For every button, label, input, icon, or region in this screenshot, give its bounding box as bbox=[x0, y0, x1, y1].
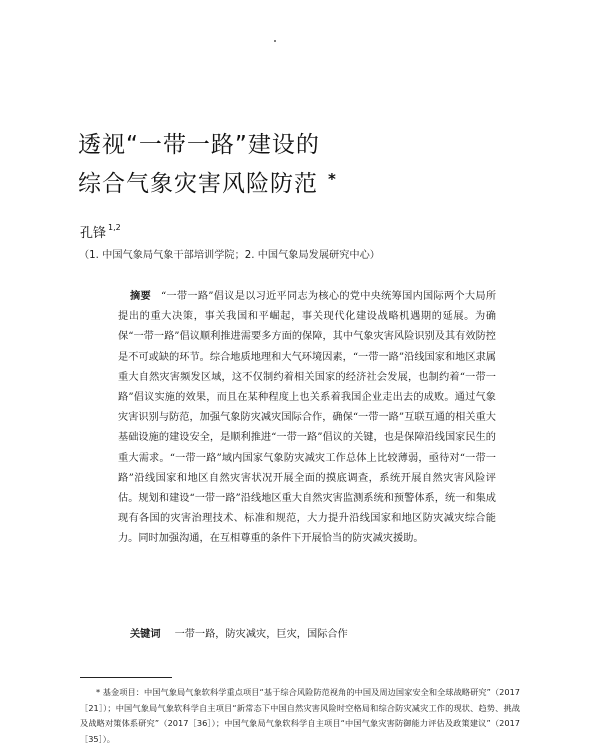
abstract bbox=[118, 287, 496, 550]
title-line-1: 透视“一带一路”建设的 bbox=[78, 132, 320, 158]
author bbox=[80, 222, 121, 241]
title-line-2 bbox=[78, 165, 337, 204]
abstract-text: “一带一路”倡议是以习近平同志为核心的党中央统筹国内国际两个大局所提出的重大决策，事关我国和平崛起，事关现代化建设战略机遇期的延展。为确保“一带一路”倡议顺利推进需要多方面的保障，其中气象灾害风险识别及其有效防控是不可或缺的环节。综合地质地理和大气环境因素，“一带一路”沿线国家和地区隶属重大自然灾害频发区域，这不仅制约着相关国家的经济社会发展，也制约着“一带一路”倡议实施的效果，而且在某种程度上也关系着我国企业走出去的成败。通过气象灾害识别与防范，加强气象防灾减灾国际合作，确保“一带一路”互联互通的相关重大基础设施的建设安全，是顺利推进“一带一路”倡议的关键，也是保障沿线国家民生的重大需求。“一带一路”域内国家气象防灾减灾工作总体上比较薄弱，亟待对“一带一路”沿线国家和地区自然灾害状况开展全面的摸底调查，系统开展自然灾害风险评估。规划和建设“一带一路”沿线地区重大自然灾害监测系统和预警体系，统一和集成现有各国的灾害治理技术、标准和规范，大力提升沿线国家和地区防灾减灾综合能力。同时加强沟通，在互相尊重的条件下开展恰当的防灾减灾援助。 bbox=[118, 291, 497, 545]
keywords bbox=[130, 625, 348, 640]
author-affiliation-marks: 1,2 bbox=[108, 223, 121, 232]
keywords-text: 一带一路，防灾减灾，巨灾，国际合作 bbox=[174, 629, 348, 640]
abstract-label: 摘要 bbox=[130, 291, 151, 302]
article-title bbox=[78, 126, 337, 204]
footnote: * 基金项目：中国气象局气象软科学重点项目“基于综合风险防范视角的中国及周边国家安全和全球战略研究”（2017［21］）；中国气象局气象软科学自主项目“新常态下中国自然灾害风险时空格局和综合防灾减灾工作的现状、趋势、挑战及战略对策体系研究”（2017［36］）；中国气象局气象软科学自主项目“中国气象灾害防御能力评估及政策建议”（2017［35］）。 bbox=[80, 687, 520, 744]
title-line-2-text: 综合气象灾害风险防范 bbox=[78, 171, 318, 197]
affiliation: （1. 中国气象局气象干部培训学院；2. 中国气象局发展研究中心） bbox=[79, 250, 380, 261]
footnote-divider bbox=[80, 677, 172, 678]
author-name: 孔锋 bbox=[80, 226, 107, 241]
scan-speck bbox=[274, 40, 276, 42]
title-footnote-marker: * bbox=[328, 170, 337, 188]
keywords-label: 关键词 bbox=[130, 629, 161, 640]
